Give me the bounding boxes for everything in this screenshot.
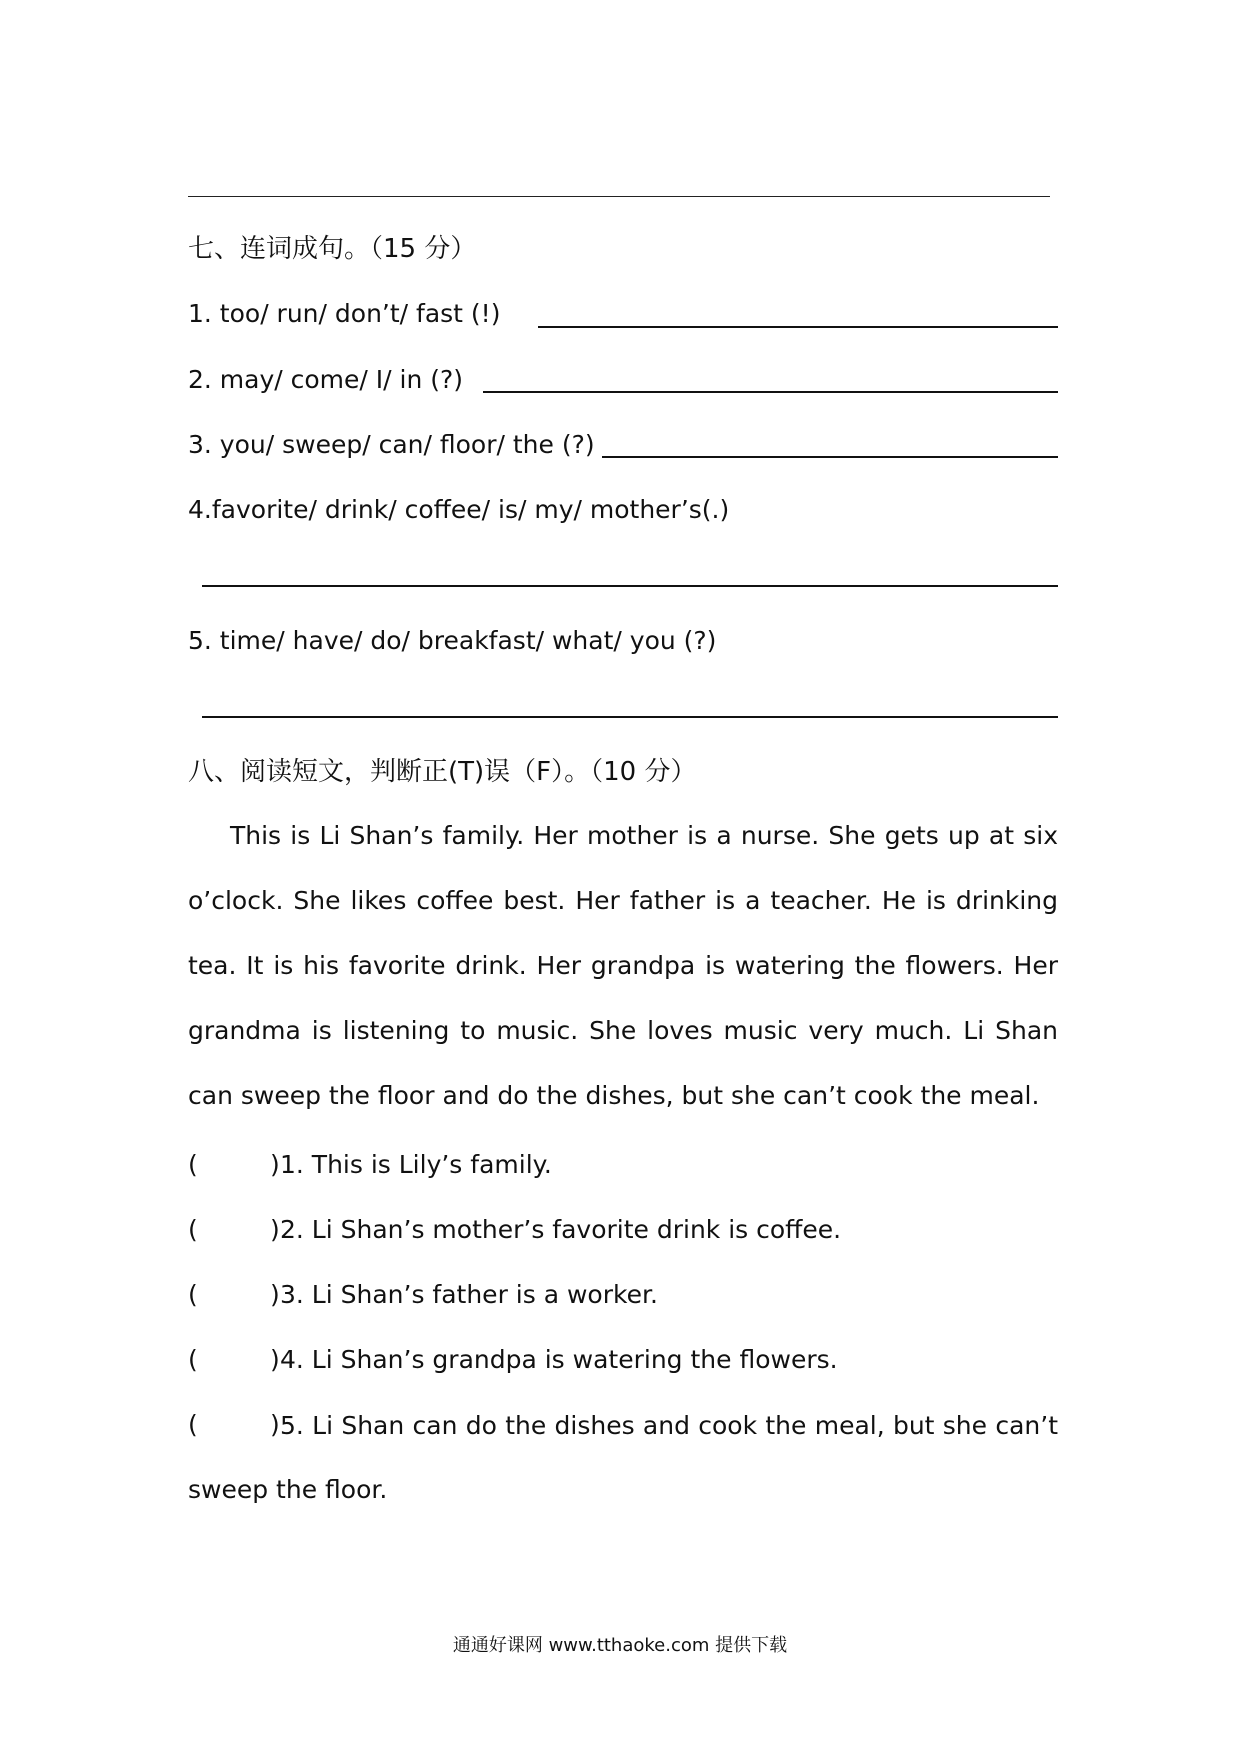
question-3-paren-close: ) bbox=[270, 1280, 280, 1309]
sentence-item-3: 3. you/ sweep/ can/ floor/ the (?) bbox=[188, 430, 595, 459]
sentence-item-1: 1. too/ run/ don’t/ fast (!) bbox=[188, 299, 501, 328]
question-5-text-line-2: sweep the floor. bbox=[188, 1475, 388, 1504]
page-footer: 通通好课网 www.tthaoke.com 提供下载 bbox=[452, 1635, 788, 1656]
question-1-paren-open: ( bbox=[188, 1150, 198, 1179]
question-4-paren-open: ( bbox=[188, 1345, 198, 1374]
question-5-paren-close: ) bbox=[270, 1410, 280, 1439]
previous-answer-line bbox=[188, 196, 1050, 197]
question-1-text: 1. This is Lily’s family. bbox=[280, 1150, 552, 1179]
answer-line-1[interactable] bbox=[538, 326, 1058, 328]
question-5-text-line-1: 5. Li Shan can do the dishes and cook the meal, but she can’t bbox=[280, 1411, 1058, 1440]
answer-line-4[interactable] bbox=[202, 585, 1058, 587]
question-1-paren-close: ) bbox=[270, 1150, 280, 1179]
answer-line-3[interactable] bbox=[602, 456, 1058, 458]
question-4-text: 4. Li Shan’s grandpa is watering the flowers. bbox=[280, 1345, 838, 1374]
question-2-paren-close: ) bbox=[270, 1215, 280, 1244]
question-2-text: 2. Li Shan’s mother’s favorite drink is coffee. bbox=[280, 1215, 842, 1244]
passage-text: This is Li Shan’s family. Her mother is a nurse. She gets up at six o’clock. She likes coffee best. Her father is a teacher. He is drinking tea. It is his favorite drink. Her grandpa is watering the flowers. Her grandma is listening to music. She loves music very much. Li Shan can sweep the floor and do the dishes, but she can’t cook the meal. bbox=[188, 821, 1058, 1110]
question-5-paren-open: ( bbox=[188, 1410, 198, 1439]
section-8-heading: 八、阅读短文，判断正(T)误（F）。（10 分） bbox=[188, 757, 697, 787]
answer-line-2[interactable] bbox=[483, 391, 1058, 393]
question-3-paren-open: ( bbox=[188, 1280, 198, 1309]
question-4-paren-close: ) bbox=[270, 1345, 280, 1374]
section-7-heading: 七、连词成句。（15 分） bbox=[188, 234, 477, 264]
sentence-item-4: 4.favorite/ drink/ coffee/ is/ my/ mother’s(.) bbox=[188, 495, 730, 524]
sentence-item-5: 5. time/ have/ do/ breakfast/ what/ you (?) bbox=[188, 626, 717, 655]
sentence-item-2: 2. may/ come/ I/ in (?) bbox=[188, 365, 464, 394]
answer-line-5[interactable] bbox=[202, 716, 1058, 718]
reading-passage bbox=[188, 803, 1058, 1128]
question-3-text: 3. Li Shan’s father is a worker. bbox=[280, 1280, 658, 1309]
question-2-paren-open: ( bbox=[188, 1215, 198, 1244]
